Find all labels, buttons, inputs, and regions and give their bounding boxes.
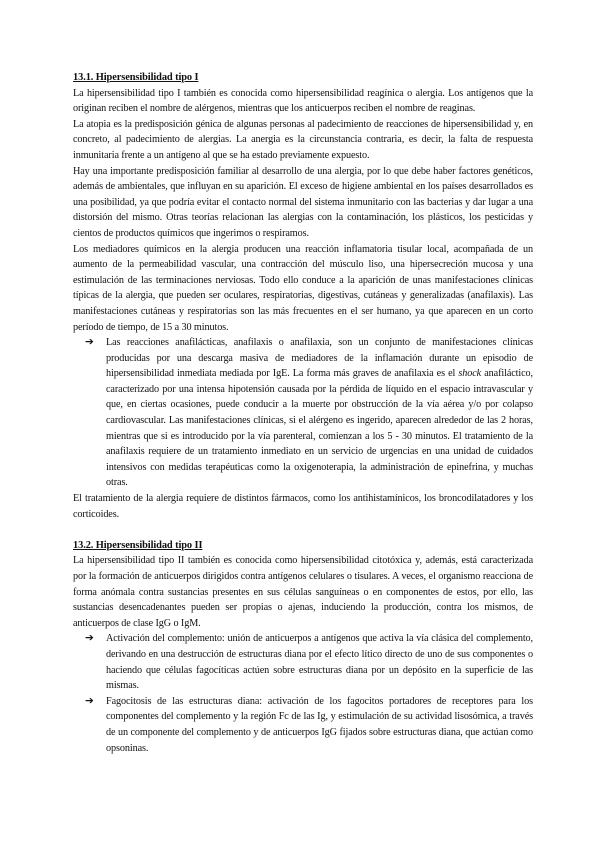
- list-item-text: Activación del complemento: unión de anticuerpos a antígenos que activa la vía clásica del complemento, derivando en una destrucción de estructuras diana por el efecto lítico directo de uno de sus componentes o haciendo que células fagocíticas actúen sobre estructuras diana por un depósito en la superficie de las mismas.: [106, 633, 533, 692]
- document-page: [73, 70, 533, 756]
- list-item-phagocytosis: [73, 694, 533, 756]
- section-gap: [73, 522, 533, 538]
- list-item-complement: [73, 631, 533, 693]
- list-item-text: Fagocitosis de las estructuras diana: activación de los fagocitos portadores de receptores para los componentes del complemento y la región Fc de las Ig, y estimulación de su actividad lisosómica, a través de un componente del complemento y de anticuerpos IgG fijados sobre estructuras diana, que actúan como opsoninas.: [106, 695, 533, 754]
- paragraph-predisposition: Hay una importante predisposición familiar al desarrollo de una alergia, por lo que debe haber factores genéticos, además de ambientales, que influyan en su aparición. El exceso de higiene ambiental en los países desarrollados es una posibilidad, ya que podría evitar el contacto normal del sistema inmunitario con las bacterias y dar lugar a una distorsión del mismo. Otras teorías relacionan las alergias con la contaminación, los plásticos, los pesticidas y cientos de productos químicos que ingerimos o respiramos.: [73, 165, 533, 239]
- arrow-bullet-icon: ➔: [85, 694, 94, 707]
- paragraph-definition: La hipersensibilidad tipo I también es conocida como hipersensibilidad reagínica o alergia. Los antígenos que la originan reciben el nombre de alérgenos, mientras que los anticuerpos reciben el nombre de reaginas.: [73, 87, 533, 115]
- section-heading-type-1: 13.1. Hipersensibilidad tipo I: [73, 72, 199, 83]
- paragraph-type-2: La hipersensibilidad tipo II también es conocida como hipersensibilidad citotóxica y, además, está caracterizada por la formación de anticuerpos dirigidos contra antígenos celulares o tisulares. A veces, el organismo reacciona de forma anómala contra sustancias presentes en sus células sanguíneas o en componentes de estos, por ello, las sustancias desencadenantes pueden ser propias o ajenas, induciendo la producción, contra los mismos, de anticuerpos de clase IgG o IgM.: [73, 555, 533, 629]
- list-item-text-part: Las reacciones anafilácticas, anafilaxis o anafilaxia, son un conjunto de manifestaciones clínicas producidas por una descarga masiva de mediadores de la inflamación durante un episodio de hipersensibilidad inmediata mediada por IgE. La forma más graves de anafilaxia es el: [106, 337, 533, 380]
- list-item-text-part: anafiláctico, caracterizado por una intensa hipotensión causada por la pérdida de líquido en el espacio intravascular y que, en ciertas ocasiones, puede conducir a la muerte por obstrucción de la vía aérea y/o por colapso cardiovascular. Las manifestaciones clínicas, si el alérgeno es ingerido, aparecen alrededor de las 2 horas, mientras que si es introducido por la vía parenteral, comienzan a los 5 - 30 minutos. El tratamiento de la anafilaxis requiere de un tratamiento inmediato en un servicio de urgencias en una unidad de cuidados intensivos con medidas terapéuticas como la oxigenoterapia, la administración de epinefrina, y muchas otras.: [106, 368, 533, 489]
- list-item-anaphylaxis: [73, 335, 533, 491]
- bullet-list-type-1: [73, 335, 533, 491]
- shock-emphasis: shock: [458, 368, 482, 380]
- arrow-bullet-icon: ➔: [85, 632, 94, 645]
- paragraph-treatment: El tratamiento de la alergia requiere de distintos fármacos, como los antihistamínicos, los broncodilatadores y los corticoides.: [73, 493, 533, 520]
- paragraph-atopia: La atopia es la predisposición génica de algunas personas al padecimiento de reacciones de hipersensibilidad y, en concreto, al padecimiento de alergias. La anergia es la circunstancia contraria, es decir, la falta de respuesta inmunitaria frente a un antígeno al que se ha estado previamente expuesto.: [73, 118, 533, 161]
- paragraph-mediators: Los mediadores químicos en la alergia producen una reacción inflamatoria tisular local, acompañada de un aumento de la permeabilidad vascular, una contracción del músculo liso, una hipersecreción mucosa y una estimulación de las terminaciones nerviosas. Todo ello conduce a la aparición de unas manifestaciones clínicas típicas de la alergia, que pueden ser oculares, respiratorias, digestivas, cutáneas y generalizadas (anafilaxis). Las manifestaciones cutáneas y respiratorias son las más frecuentes en el ser humano, ya que aparecen en un corto período de tiempo, de 15 a 30 minutos.: [73, 243, 533, 333]
- bullet-list-type-2: [73, 631, 533, 756]
- section-heading-type-2: 13.2. Hipersensibilidad tipo II: [73, 539, 203, 551]
- arrow-bullet-icon: ➔: [85, 336, 94, 349]
